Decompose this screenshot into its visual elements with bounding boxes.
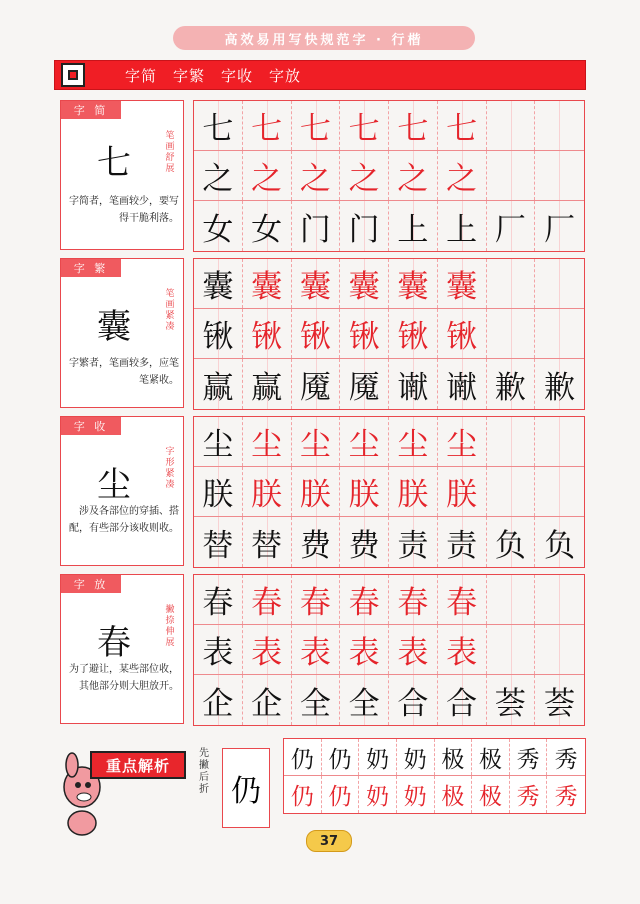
practice-grid xyxy=(193,258,585,410)
practice-cell: 奶 xyxy=(397,776,435,813)
panel-description: 字繁者，笔画较多，应笔笔紧收。 xyxy=(69,358,179,386)
grid-cell: 歉 xyxy=(487,359,536,409)
grid-cell: 尘 xyxy=(340,417,389,466)
grid-cell: 责 xyxy=(389,517,438,567)
grid-cell: 朕 xyxy=(243,467,292,516)
practice-cell: 极 xyxy=(472,776,510,813)
grid-cell: 上 xyxy=(389,201,438,251)
grid-cell: 替 xyxy=(243,517,292,567)
example-character: 囊 xyxy=(97,307,131,347)
key-analysis-badge xyxy=(60,745,188,791)
key-analysis-label: 重点解析 xyxy=(90,751,186,779)
grid-cell: 负 xyxy=(535,517,584,567)
grid-cell xyxy=(487,575,536,624)
practice-cell: 仍 xyxy=(284,776,322,813)
practice-cell: 仍 xyxy=(322,776,360,813)
practice-cell: 秀 xyxy=(554,746,578,773)
section-title: 字简 字繁 字收 字放 xyxy=(125,66,302,85)
grid-cell xyxy=(535,259,584,308)
grid-cell: 囊 xyxy=(194,259,243,308)
practice-cell: 极 xyxy=(435,776,473,813)
grid-cell: 全 xyxy=(340,675,389,725)
panel-tab: 字 繁 xyxy=(61,259,121,277)
grid-cell: 厂 xyxy=(535,201,584,251)
grid-cell: 企 xyxy=(194,675,243,725)
practice-row-2 xyxy=(284,776,585,813)
grid-cell xyxy=(487,259,536,308)
grid-cell: 赢 xyxy=(243,359,292,409)
grid-cell: 责 xyxy=(438,517,487,567)
grid-cell: 尘 xyxy=(389,417,438,466)
panel-zi-shou xyxy=(60,416,184,566)
grid-cell: 尘 xyxy=(438,417,487,466)
example-character: 尘 xyxy=(97,465,131,505)
grid-cell: 囊 xyxy=(389,259,438,308)
grid-cell xyxy=(535,575,584,624)
practice-row-1 xyxy=(284,739,585,776)
grid-cell: 七 xyxy=(438,101,487,150)
grid-cell: 谳 xyxy=(389,359,438,409)
grid-cell: 囊 xyxy=(243,259,292,308)
grid-cell: 荟 xyxy=(535,675,584,725)
grid-cell: 七 xyxy=(292,101,341,150)
grid-cell: 锹 xyxy=(438,309,487,358)
grid-row xyxy=(194,259,584,309)
grid-cell: 门 xyxy=(340,201,389,251)
grid-cell: 之 xyxy=(292,151,341,200)
panel-side-note: 笔画紧凑 xyxy=(165,289,175,332)
grid-row xyxy=(194,575,584,625)
grid-cell xyxy=(487,101,536,150)
panel-zi-fang xyxy=(60,574,184,724)
grid-cell xyxy=(535,309,584,358)
grid-row xyxy=(194,417,584,467)
grid-cell: 尘 xyxy=(194,417,243,466)
grid-cell: 表 xyxy=(243,625,292,674)
example-character: 七 xyxy=(97,143,131,183)
panel-tab: 字 简 xyxy=(61,101,121,119)
grid-cell: 春 xyxy=(243,575,292,624)
grid-cell xyxy=(487,467,536,516)
grid-cell xyxy=(487,309,536,358)
grid-cell: 之 xyxy=(389,151,438,200)
panel-zi-fan xyxy=(60,258,184,408)
grid-cell: 春 xyxy=(194,575,243,624)
grid-cell: 锹 xyxy=(194,309,243,358)
practice-grid xyxy=(193,574,585,726)
practice-grid xyxy=(193,100,585,252)
grid-row xyxy=(194,359,584,409)
practice-cell: 秀 xyxy=(510,739,548,775)
grid-cell: 合 xyxy=(389,675,438,725)
grid-cell: 之 xyxy=(438,151,487,200)
grid-cell: 表 xyxy=(389,625,438,674)
grid-cell: 费 xyxy=(340,517,389,567)
grid-cell: 朕 xyxy=(194,467,243,516)
grid-cell: 囊 xyxy=(340,259,389,308)
panel-side-note: 笔画舒展 xyxy=(165,131,175,174)
grid-cell: 囊 xyxy=(438,259,487,308)
grid-cell xyxy=(535,467,584,516)
grid-cell: 上 xyxy=(438,201,487,251)
grid-cell xyxy=(487,625,536,674)
panel-side-note: 字形紧凑 xyxy=(165,447,175,490)
grid-row xyxy=(194,201,584,251)
grid-cell: 表 xyxy=(292,625,341,674)
grid-cell: 女 xyxy=(194,201,243,251)
practice-cell: 奶 xyxy=(359,739,397,775)
grid-cell xyxy=(535,625,584,674)
grid-cell: 歉 xyxy=(535,359,584,409)
grid-cell: 女 xyxy=(243,201,292,251)
grid-cell: 春 xyxy=(292,575,341,624)
grid-cell: 表 xyxy=(194,625,243,674)
practice-cell: 奶 xyxy=(359,776,397,813)
grid-cell: 春 xyxy=(340,575,389,624)
practice-cell: 极 xyxy=(435,739,473,775)
grid-cell xyxy=(535,417,584,466)
grid-cell: 朕 xyxy=(292,467,341,516)
grid-cell: 朕 xyxy=(340,467,389,516)
panel-description: 为了避让，某些部位收，其他部分则大胆放开。 xyxy=(69,664,179,692)
grid-cell: 表 xyxy=(340,625,389,674)
grid-row xyxy=(194,625,584,675)
grid-cell: 七 xyxy=(243,101,292,150)
practice-cell: 仍 xyxy=(322,739,360,775)
grid-cell: 朕 xyxy=(438,467,487,516)
grid-cell xyxy=(535,101,584,150)
practice-cell: 秀 xyxy=(554,784,578,810)
panel-zi-jian xyxy=(60,100,184,250)
grid-cell: 厂 xyxy=(487,201,536,251)
practice-grid xyxy=(193,416,585,568)
grid-cell: 锹 xyxy=(389,309,438,358)
grid-cell: 表 xyxy=(438,625,487,674)
grid-cell: 费 xyxy=(292,517,341,567)
grid-row xyxy=(194,675,584,725)
grid-cell: 荟 xyxy=(487,675,536,725)
grid-cell: 负 xyxy=(487,517,536,567)
grid-row xyxy=(194,517,584,567)
grid-cell: 之 xyxy=(243,151,292,200)
grid-row xyxy=(194,151,584,201)
practice-cell: 奶 xyxy=(397,739,435,775)
grid-cell: 春 xyxy=(438,575,487,624)
practice-cell: 秀 xyxy=(510,776,548,813)
example-box: 仍 xyxy=(222,748,270,828)
book-header: 高效易用写快规范字 · 行楷 xyxy=(173,26,475,50)
grid-cell: 之 xyxy=(340,151,389,200)
grid-cell xyxy=(535,151,584,200)
grid-cell: 谳 xyxy=(438,359,487,409)
grid-cell: 尘 xyxy=(243,417,292,466)
stroke-order-note: 先撇后折 xyxy=(199,748,209,795)
section-title-bar xyxy=(54,60,586,90)
grid-cell: 七 xyxy=(194,101,243,150)
grid-cell: 锹 xyxy=(243,309,292,358)
grid-cell: 七 xyxy=(340,101,389,150)
grid-cell: 赢 xyxy=(194,359,243,409)
page-number: 37 xyxy=(306,830,352,852)
grid-cell: 魇 xyxy=(340,359,389,409)
panel-description: 字简者，笔画较少，要写得干脆利落。 xyxy=(69,196,179,224)
grid-cell xyxy=(487,151,536,200)
grid-cell: 锹 xyxy=(292,309,341,358)
practice-cell: 极 xyxy=(472,739,510,775)
grid-cell: 全 xyxy=(292,675,341,725)
grid-row xyxy=(194,467,584,517)
grid-row xyxy=(194,309,584,359)
panel-tab: 字 收 xyxy=(61,417,121,435)
grid-cell: 之 xyxy=(194,151,243,200)
panel-side-note: 撇捺伸展 xyxy=(165,605,175,648)
grid-cell: 企 xyxy=(243,675,292,725)
grid-cell: 囊 xyxy=(292,259,341,308)
practice-cell: 仍 xyxy=(284,739,322,775)
grid-cell: 七 xyxy=(389,101,438,150)
grid-cell xyxy=(487,417,536,466)
grid-cell: 魇 xyxy=(292,359,341,409)
grid-cell: 尘 xyxy=(292,417,341,466)
panel-description: 涉及各部位的穿插、搭配，有些部分该收则收。 xyxy=(69,506,179,534)
example-character: 春 xyxy=(97,623,131,663)
grid-cell: 春 xyxy=(389,575,438,624)
grid-cell: 锹 xyxy=(340,309,389,358)
grid-cell: 合 xyxy=(438,675,487,725)
grid-row xyxy=(194,101,584,151)
top-square-icon xyxy=(61,63,85,87)
practice-row-grid xyxy=(283,738,586,814)
panel-tab: 字 放 xyxy=(61,575,121,593)
grid-cell: 替 xyxy=(194,517,243,567)
grid-cell: 门 xyxy=(292,201,341,251)
grid-cell: 朕 xyxy=(389,467,438,516)
